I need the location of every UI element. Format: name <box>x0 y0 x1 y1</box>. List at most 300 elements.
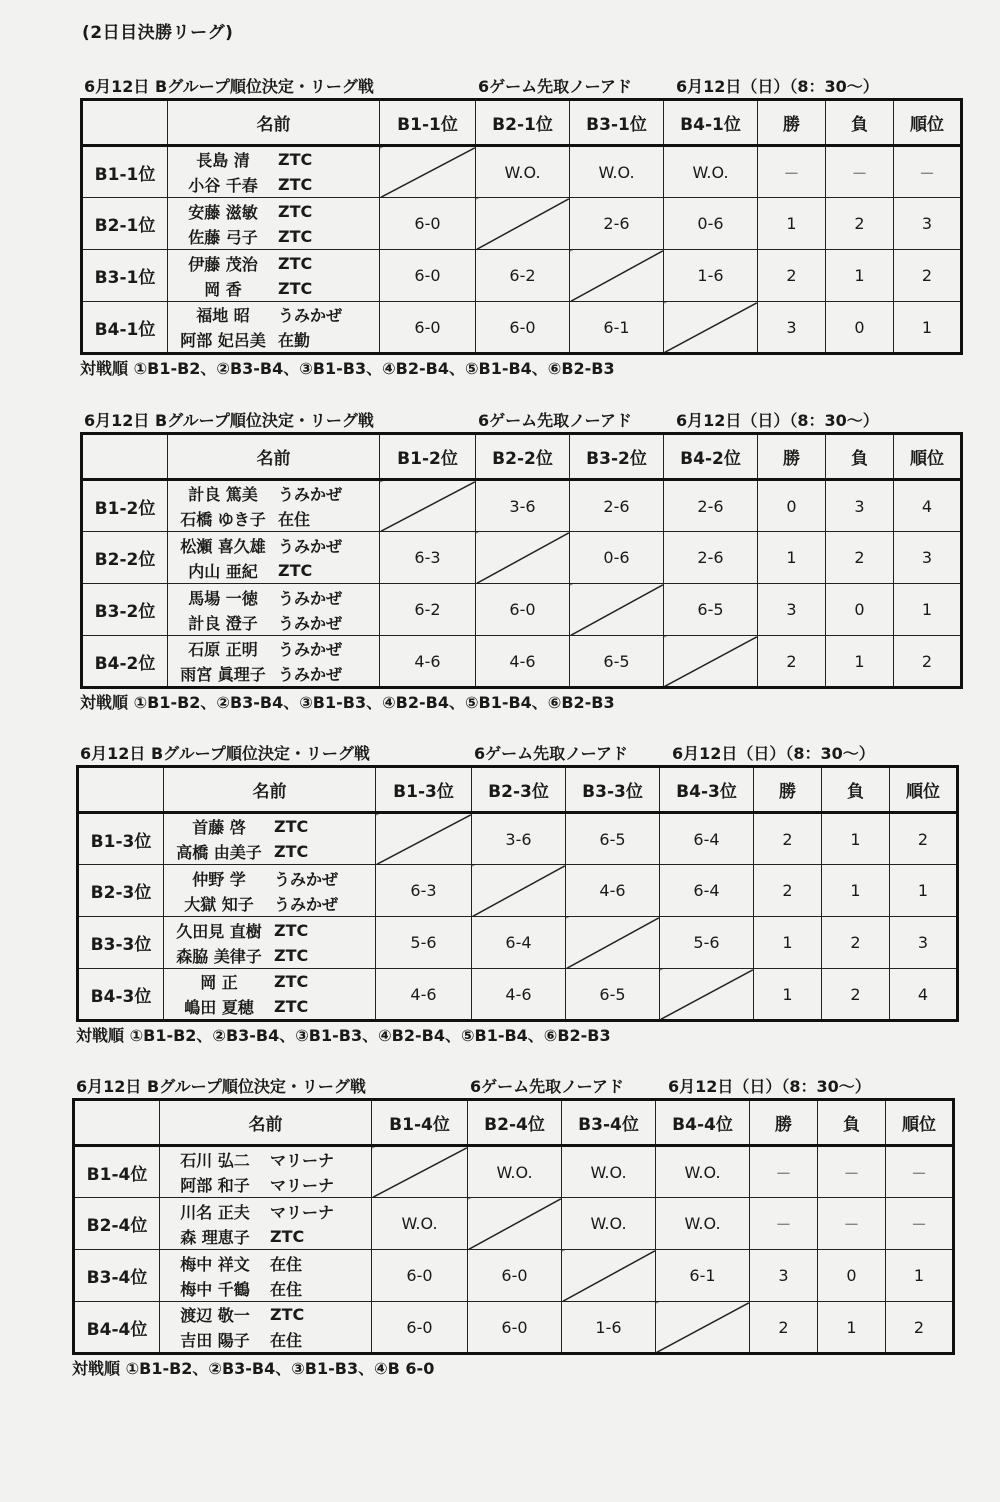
pair-names <box>164 813 376 865</box>
opponent-header: B3-4位 <box>562 1100 656 1146</box>
match-datetime: 6月12日（日）（8：30～） <box>668 1077 871 1096</box>
score-cell: 6-4 <box>472 917 566 969</box>
win-count: 2 <box>750 1302 818 1354</box>
score-cell: W.O. <box>562 1146 656 1198</box>
table-row <box>82 480 962 532</box>
score-cell: 6-4 <box>660 865 754 917</box>
block-title: 6月12日 Bグループ順位決定・リーグ戦 <box>84 411 374 430</box>
diagonal-cell <box>664 636 758 688</box>
player-name: 渡辺 敬一 <box>180 1306 250 1325</box>
seed-label: B4-2位 <box>82 636 168 688</box>
rank-value: 3 <box>894 532 962 584</box>
player <box>160 1224 371 1249</box>
seed-label: B1-4位 <box>74 1146 160 1198</box>
corner-cell <box>78 767 164 813</box>
match-order: 対戦順 ①B1-B2、②B3-B4、③B1-B3、④B2-B4、⑤B1-B4、⑥B2-B3 <box>80 693 615 712</box>
score-cell: 2-6 <box>570 480 664 532</box>
win-count: 2 <box>758 250 826 302</box>
score-cell: W.O. <box>656 1146 750 1198</box>
score-cell: 1-6 <box>664 250 758 302</box>
player <box>160 1276 371 1301</box>
player-name: 首藤 啓 <box>192 818 246 837</box>
score-cell: 6-2 <box>380 584 476 636</box>
win-count: － <box>750 1146 818 1198</box>
score-cell: 4-6 <box>380 636 476 688</box>
match-order: 対戦順 ①B1-B2、②B3-B4、③B1-B3、④B2-B4、⑤B1-B4、⑥B2-B3 <box>76 1026 611 1045</box>
seed-label: B2-2位 <box>82 532 168 584</box>
league-block <box>76 741 959 1045</box>
league-table <box>72 1098 955 1355</box>
diagonal-cell <box>660 969 754 1021</box>
score-cell: 6-0 <box>380 198 476 250</box>
loss-count: 1 <box>822 865 890 917</box>
rank-header: 順位 <box>894 434 962 480</box>
block-title: 6月12日 Bグループ順位決定・リーグ戦 <box>80 744 370 763</box>
pair-names <box>168 302 380 354</box>
opponent-header: B2-3位 <box>472 767 566 813</box>
table-row <box>78 865 958 917</box>
score-cell: W.O. <box>562 1198 656 1250</box>
player <box>168 661 379 686</box>
score-cell: W.O. <box>468 1146 562 1198</box>
player-club: ZTC <box>278 150 313 169</box>
diagonal-cell <box>656 1302 750 1354</box>
score-cell: 4-6 <box>376 969 472 1021</box>
seed-label: B1-3位 <box>78 813 164 865</box>
player-club: ZTC <box>278 278 313 298</box>
pair-names <box>168 146 380 198</box>
diagonal-cell <box>566 917 660 969</box>
win-header: 勝 <box>754 767 822 813</box>
diagonal-cell <box>468 1198 562 1250</box>
player-name: 川名 正夫 <box>180 1202 250 1222</box>
pair-names <box>168 636 380 688</box>
win-count: 1 <box>758 198 826 250</box>
score-cell: 6-1 <box>570 302 664 354</box>
name-header: 名前 <box>164 767 376 813</box>
player <box>168 199 379 224</box>
rank-value: － <box>886 1198 954 1250</box>
player <box>168 224 379 249</box>
player-name: 福地 昭 <box>196 306 250 325</box>
player-name: 久田見 直樹 <box>176 921 262 941</box>
player <box>160 1199 371 1224</box>
table-row <box>82 302 962 354</box>
loss-count: 3 <box>826 480 894 532</box>
player-name: 内山 亜紀 <box>188 561 258 581</box>
rank-value: 2 <box>894 636 962 688</box>
pair-names <box>160 1250 372 1302</box>
corner-cell <box>82 100 168 146</box>
diagonal-cell <box>380 480 476 532</box>
header-row <box>82 434 962 480</box>
player <box>168 327 379 352</box>
loss-header: 負 <box>826 100 894 146</box>
player-club: ZTC <box>270 1305 305 1324</box>
rank-header: 順位 <box>890 767 958 813</box>
score-cell: 6-0 <box>476 584 570 636</box>
player-name: 大獄 知子 <box>184 894 254 914</box>
rank-value: 4 <box>890 969 958 1021</box>
opponent-header: B3-1位 <box>570 100 664 146</box>
player <box>168 506 379 531</box>
player-name: 伊藤 茂治 <box>188 254 258 274</box>
rank-value: 3 <box>894 198 962 250</box>
seed-label: B2-1位 <box>82 198 168 250</box>
player-club: うみかぜ <box>278 306 343 325</box>
seed-label: B3-2位 <box>82 584 168 636</box>
match-format: 6ゲーム先取ノーアド <box>474 744 628 763</box>
score-cell: 6-5 <box>664 584 758 636</box>
pair-names <box>160 1146 372 1198</box>
player <box>168 610 379 635</box>
loss-count: － <box>826 146 894 198</box>
player <box>164 891 375 916</box>
loss-count: 2 <box>826 532 894 584</box>
player <box>168 533 379 558</box>
pair-names <box>164 969 376 1021</box>
diagonal-cell <box>376 813 472 865</box>
player <box>168 585 379 610</box>
table-row <box>74 1146 954 1198</box>
rank-value: 2 <box>890 813 958 865</box>
player-club: うみかぜ <box>274 869 339 889</box>
rank-value: 2 <box>886 1302 954 1354</box>
score-cell: W.O. <box>656 1198 750 1250</box>
rank-header: 順位 <box>886 1100 954 1146</box>
table-row <box>82 250 962 302</box>
block-header <box>72 1074 955 1098</box>
page-heading: (2日目決勝リーグ) <box>82 23 234 43</box>
diagonal-cell <box>664 302 758 354</box>
player <box>160 1327 371 1352</box>
diagonal-cell <box>472 865 566 917</box>
score-cell: 6-3 <box>376 865 472 917</box>
player-club: ZTC <box>274 842 309 861</box>
score-cell: 6-5 <box>566 969 660 1021</box>
rank-value: 1 <box>894 302 962 354</box>
win-count: 1 <box>754 969 822 1021</box>
player-name: 高橋 由美子 <box>176 843 262 862</box>
table-row <box>82 198 962 250</box>
player-name: 長島 清 <box>196 151 250 170</box>
loss-header: 負 <box>818 1100 886 1146</box>
match-order: 対戦順 ①B1-B2、②B3-B4、③B1-B3、④B 6-0 <box>72 1359 435 1378</box>
league-table <box>80 432 963 689</box>
opponent-header: B4-3位 <box>660 767 754 813</box>
rank-header: 順位 <box>894 100 962 146</box>
score-cell: W.O. <box>570 146 664 198</box>
pair-names <box>164 865 376 917</box>
win-count: 1 <box>758 532 826 584</box>
opponent-header: B2-1位 <box>476 100 570 146</box>
rank-value: 1 <box>886 1250 954 1302</box>
loss-count: 0 <box>826 584 894 636</box>
match-datetime: 6月12日（日）（8：30～） <box>672 744 875 763</box>
diagonal-cell <box>380 146 476 198</box>
opponent-header: B2-2位 <box>476 434 570 480</box>
league-block <box>80 74 963 378</box>
header-row <box>78 767 958 813</box>
score-cell: 5-6 <box>376 917 472 969</box>
opponent-header: B4-1位 <box>664 100 758 146</box>
score-cell: 6-0 <box>380 250 476 302</box>
pair-names <box>168 584 380 636</box>
score-cell: 6-1 <box>656 1250 750 1302</box>
player <box>164 943 375 968</box>
seed-label: B2-4位 <box>74 1198 160 1250</box>
score-cell: 2-6 <box>664 532 758 584</box>
player <box>164 969 375 994</box>
loss-header: 負 <box>822 767 890 813</box>
rank-value: 1 <box>894 584 962 636</box>
pair-names <box>160 1198 372 1250</box>
diagonal-cell <box>570 250 664 302</box>
player <box>168 172 379 197</box>
loss-count: － <box>818 1198 886 1250</box>
name-header: 名前 <box>168 434 380 480</box>
player-name: 石川 弘二 <box>180 1151 250 1170</box>
seed-label: B1-2位 <box>82 480 168 532</box>
player-name: 雨宮 眞理子 <box>180 665 266 684</box>
loss-count: 1 <box>818 1302 886 1354</box>
player-name: 岡 香 <box>204 279 242 299</box>
player <box>168 558 379 583</box>
score-cell: 6-3 <box>380 532 476 584</box>
player <box>160 1172 371 1197</box>
player-name: 嶋田 夏穂 <box>184 998 254 1017</box>
match-datetime: 6月12日（日）（8：30～） <box>676 77 879 96</box>
opponent-header: B1-2位 <box>380 434 476 480</box>
player-club: うみかぜ <box>278 588 343 608</box>
player-club: うみかぜ <box>278 613 343 633</box>
seed-label: B4-3位 <box>78 969 164 1021</box>
pair-names <box>168 250 380 302</box>
player-club: ZTC <box>274 997 309 1016</box>
player-club: ZTC <box>274 972 309 991</box>
score-cell: 4-6 <box>472 969 566 1021</box>
table-row <box>82 636 962 688</box>
rank-value: 3 <box>890 917 958 969</box>
diagonal-cell <box>570 584 664 636</box>
loss-count: 1 <box>826 250 894 302</box>
match-format: 6ゲーム先取ノーアド <box>478 77 632 96</box>
win-count: 0 <box>758 480 826 532</box>
player <box>164 918 375 943</box>
block-header <box>80 408 963 432</box>
header-row <box>74 1100 954 1146</box>
loss-count: － <box>818 1146 886 1198</box>
loss-count: 0 <box>826 302 894 354</box>
diagonal-cell <box>562 1250 656 1302</box>
opponent-header: B3-2位 <box>570 434 664 480</box>
player-name: 森脇 美律子 <box>176 946 262 966</box>
score-cell: 1-6 <box>562 1302 656 1354</box>
player <box>168 251 379 276</box>
player-club: ZTC <box>278 226 313 246</box>
opponent-header: B4-2位 <box>664 434 758 480</box>
player-name: 森 理恵子 <box>180 1227 250 1247</box>
player-club: うみかぜ <box>278 665 343 684</box>
table-row <box>82 146 962 198</box>
score-cell: 5-6 <box>660 917 754 969</box>
pair-names <box>160 1302 372 1354</box>
loss-count: 1 <box>822 813 890 865</box>
block-header <box>76 741 959 765</box>
player <box>160 1147 371 1172</box>
diagonal-cell <box>476 198 570 250</box>
win-count: 2 <box>758 636 826 688</box>
score-cell: 0-6 <box>570 532 664 584</box>
block-header <box>80 74 963 98</box>
win-header: 勝 <box>758 100 826 146</box>
rank-value: 4 <box>894 480 962 532</box>
player-name: 安藤 滋敏 <box>188 202 258 222</box>
match-format: 6ゲーム先取ノーアド <box>478 411 632 430</box>
score-cell: 4-6 <box>566 865 660 917</box>
seed-label: B3-1位 <box>82 250 168 302</box>
match-format: 6ゲーム先取ノーアド <box>470 1077 624 1096</box>
score-cell: 6-5 <box>570 636 664 688</box>
block-title: 6月12日 Bグループ順位決定・リーグ戦 <box>76 1077 366 1096</box>
seed-label: B2-3位 <box>78 865 164 917</box>
diagonal-cell <box>476 532 570 584</box>
match-order: 対戦順 ①B1-B2、②B3-B4、③B1-B3、④B2-B4、⑤B1-B4、⑥B2-B3 <box>80 359 615 378</box>
pair-names <box>168 198 380 250</box>
score-cell: 6-0 <box>476 302 570 354</box>
win-header: 勝 <box>750 1100 818 1146</box>
player-club: ZTC <box>274 817 309 836</box>
player-name: 吉田 陽子 <box>180 1331 250 1350</box>
player-club: うみかぜ <box>278 485 343 504</box>
player-club: うみかぜ <box>278 640 343 659</box>
loss-count: 2 <box>822 917 890 969</box>
opponent-header: B1-3位 <box>376 767 472 813</box>
player-club: うみかぜ <box>274 894 339 914</box>
win-header: 勝 <box>758 434 826 480</box>
player <box>168 276 379 301</box>
table-row <box>82 584 962 636</box>
player <box>164 866 375 891</box>
opponent-header: B1-4位 <box>372 1100 468 1146</box>
win-count: － <box>758 146 826 198</box>
win-count: 3 <box>758 584 826 636</box>
player-name: 石原 正明 <box>188 640 258 659</box>
win-count: 3 <box>758 302 826 354</box>
opponent-header: B3-3位 <box>566 767 660 813</box>
league-table <box>80 98 963 355</box>
player-club: ZTC <box>278 560 313 580</box>
name-header: 名前 <box>168 100 380 146</box>
player <box>168 636 379 661</box>
table-row <box>74 1302 954 1354</box>
win-count: 1 <box>754 917 822 969</box>
player-club: 在住 <box>278 510 311 529</box>
score-cell: W.O. <box>664 146 758 198</box>
corner-cell <box>82 434 168 480</box>
player-name: 計良 篤美 <box>188 485 258 504</box>
score-cell: 4-6 <box>476 636 570 688</box>
loss-header: 負 <box>826 434 894 480</box>
player-name: 小谷 千春 <box>188 176 258 195</box>
player <box>160 1251 371 1276</box>
loss-count: 0 <box>818 1250 886 1302</box>
corner-cell <box>74 1100 160 1146</box>
table-row <box>78 813 958 865</box>
rank-value: 1 <box>890 865 958 917</box>
player-name: 梅中 千鶴 <box>180 1279 250 1299</box>
seed-label: B3-3位 <box>78 917 164 969</box>
score-cell: 2-6 <box>570 198 664 250</box>
table-row <box>78 969 958 1021</box>
player-name: 石橋 ゆき子 <box>180 510 266 529</box>
player-club: マリーナ <box>270 1176 335 1195</box>
player <box>168 302 379 327</box>
league-block <box>80 408 963 712</box>
seed-label: B3-4位 <box>74 1250 160 1302</box>
score-cell: 6-0 <box>468 1250 562 1302</box>
score-cell: W.O. <box>476 146 570 198</box>
match-datetime: 6月12日（日）（8：30～） <box>676 411 879 430</box>
win-count: 3 <box>750 1250 818 1302</box>
player-name: 岡 正 <box>200 973 238 992</box>
rank-value: － <box>894 146 962 198</box>
player-club: ZTC <box>278 175 313 194</box>
player-name: 計良 澄子 <box>188 613 258 633</box>
score-cell: W.O. <box>372 1198 468 1250</box>
table-row <box>74 1250 954 1302</box>
player-club: ZTC <box>278 201 313 221</box>
rank-value: － <box>886 1146 954 1198</box>
seed-label: B4-4位 <box>74 1302 160 1354</box>
opponent-header: B2-4位 <box>468 1100 562 1146</box>
table-row <box>78 917 958 969</box>
player-club: 在勤 <box>278 331 311 350</box>
seed-label: B4-1位 <box>82 302 168 354</box>
block-title: 6月12日 Bグループ順位決定・リーグ戦 <box>84 77 374 96</box>
loss-count: 1 <box>826 636 894 688</box>
player-club: マリーナ <box>270 1202 335 1222</box>
score-cell: 6-0 <box>468 1302 562 1354</box>
opponent-header: B1-1位 <box>380 100 476 146</box>
score-cell: 6-0 <box>372 1250 468 1302</box>
player-name: 佐藤 弓子 <box>188 227 258 247</box>
score-cell: 6-0 <box>380 302 476 354</box>
player-club: 在住 <box>270 1279 303 1299</box>
rank-value: 2 <box>894 250 962 302</box>
pair-names <box>168 480 380 532</box>
opponent-header: B4-4位 <box>656 1100 750 1146</box>
league-block <box>72 1074 955 1378</box>
player-club: ZTC <box>274 920 309 940</box>
loss-count: 2 <box>822 969 890 1021</box>
loss-count: 2 <box>826 198 894 250</box>
score-cell: 2-6 <box>664 480 758 532</box>
player <box>168 481 379 506</box>
player-club: ZTC <box>270 1226 305 1246</box>
table-row <box>74 1198 954 1250</box>
pair-names <box>168 532 380 584</box>
score-cell: 3-6 <box>472 813 566 865</box>
score-cell: 3-6 <box>476 480 570 532</box>
score-cell: 6-4 <box>660 813 754 865</box>
player <box>164 994 375 1019</box>
diagonal-cell <box>372 1146 468 1198</box>
player-name: 阿部 和子 <box>180 1176 250 1195</box>
pair-names <box>164 917 376 969</box>
win-count: － <box>750 1198 818 1250</box>
seed-label: B1-1位 <box>82 146 168 198</box>
